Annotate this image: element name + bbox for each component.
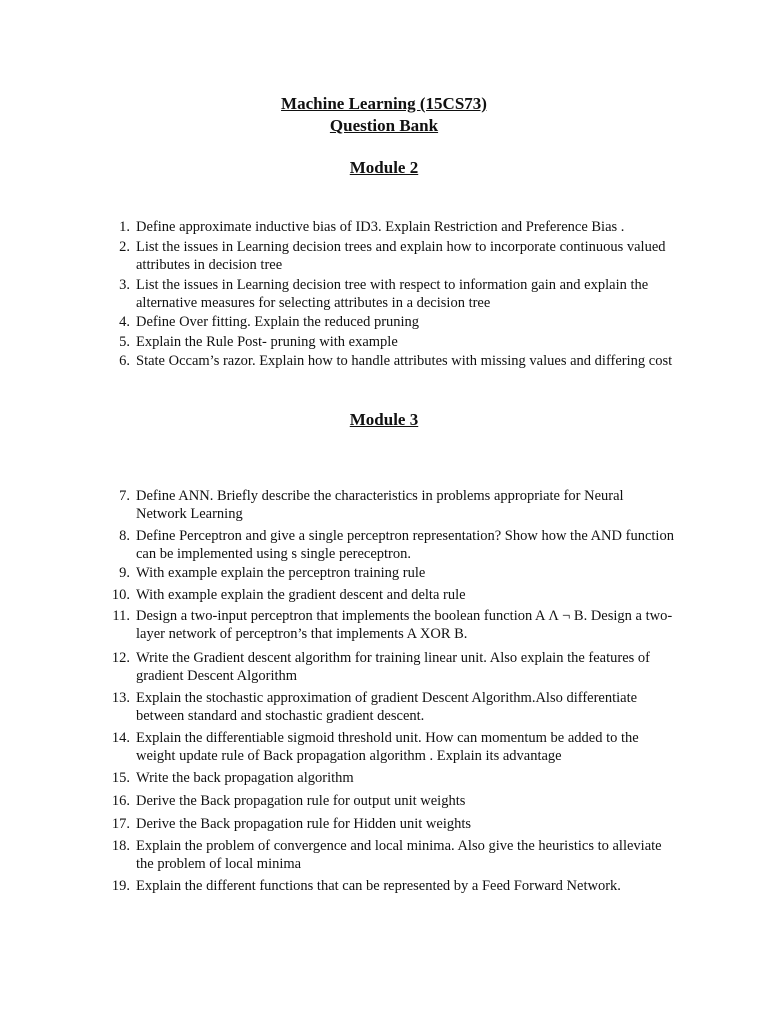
question-text: Write the Gradient descent algorithm for training linear unit. Also explain the features of gradient Descent Algorithm: [136, 650, 650, 684]
question-number: 9.: [119, 565, 130, 581]
question-number: 19.: [111, 878, 130, 894]
question-number: 17.: [111, 816, 130, 832]
course-title: Machine Learning (15CS73): [281, 94, 487, 113]
question-text: Explain the problem of convergence and local minima. Also give the heuristics to alleviate the problem of local minima: [136, 838, 662, 872]
question-text: Explain the differentiable sigmoid threshold unit. How can momentum be added to the weight update rule of Back propagation algorithm . Explain its advantage: [136, 730, 639, 764]
question-text: Explain the Rule Post- pruning with example: [136, 334, 398, 350]
question-text: Write the back propagation algorithm: [136, 770, 354, 786]
question-number: 4.: [119, 314, 130, 330]
question-number: 2.: [119, 239, 130, 255]
question-text: Derive the Back propagation rule for Hidden unit weights: [136, 816, 472, 832]
question-number: 13.: [111, 690, 130, 706]
question-text: With example explain the gradient descent and delta rule: [136, 587, 466, 603]
document-title: Question Bank: [329, 116, 439, 135]
question-text: List the issues in Learning decision tree with respect to information gain and explain the alternative measures for selecting attributes in a decision tree: [136, 277, 649, 311]
question-number: 5.: [119, 334, 130, 350]
question-text: Define ANN. Briefly describe the characteristics in problems appropriate for Neural Network Learning: [136, 488, 624, 522]
question-text: List the issues in Learning decision trees and explain how to incorporate continuous valued attributes in decision tree: [136, 239, 666, 273]
question-text: Define Over fitting. Explain the reduced pruning: [136, 314, 420, 330]
question-text: Explain the different functions that can be represented by a Feed Forward Network.: [136, 878, 621, 894]
question-number: 3.: [119, 277, 130, 293]
question-text: Define Perceptron and give a single perceptron representation? Show how the AND function can be implemented using s single pereceptron.: [136, 528, 674, 562]
question-number: 15.: [111, 770, 130, 786]
question-text: State Occam’s razor. Explain how to handle attributes with missing values and differing cost: [136, 353, 673, 369]
question-number: 8.: [119, 528, 130, 544]
question-text: Design a two-input perceptron that implements the boolean function A Λ ¬ B. Design a two-layer network of perceptron’s that implements A XOR B.: [136, 608, 673, 642]
question-number: 7.: [119, 488, 130, 504]
question-number: 11.: [112, 608, 130, 624]
module-2-heading: Module 2: [349, 158, 419, 177]
question-text: Derive the Back propagation rule for output unit weights: [136, 793, 466, 809]
question-text: Explain the stochastic approximation of gradient Descent Algorithm.Also differentiate between standard and stochastic gradient descent.: [136, 690, 638, 724]
question-number: 16.: [111, 793, 130, 809]
question-text: Define approximate inductive bias of ID3. Explain Restriction and Preference Bias .: [136, 219, 625, 235]
question-number: 14.: [111, 730, 130, 746]
module-3-heading: Module 3: [349, 410, 419, 429]
question-number: 6.: [119, 353, 130, 369]
question-number: 1.: [119, 219, 130, 235]
question-number: 18.: [111, 838, 130, 854]
question-text: With example explain the perceptron training rule: [136, 565, 426, 581]
question-number: 10.: [111, 587, 130, 603]
question-number: 12.: [111, 650, 130, 666]
